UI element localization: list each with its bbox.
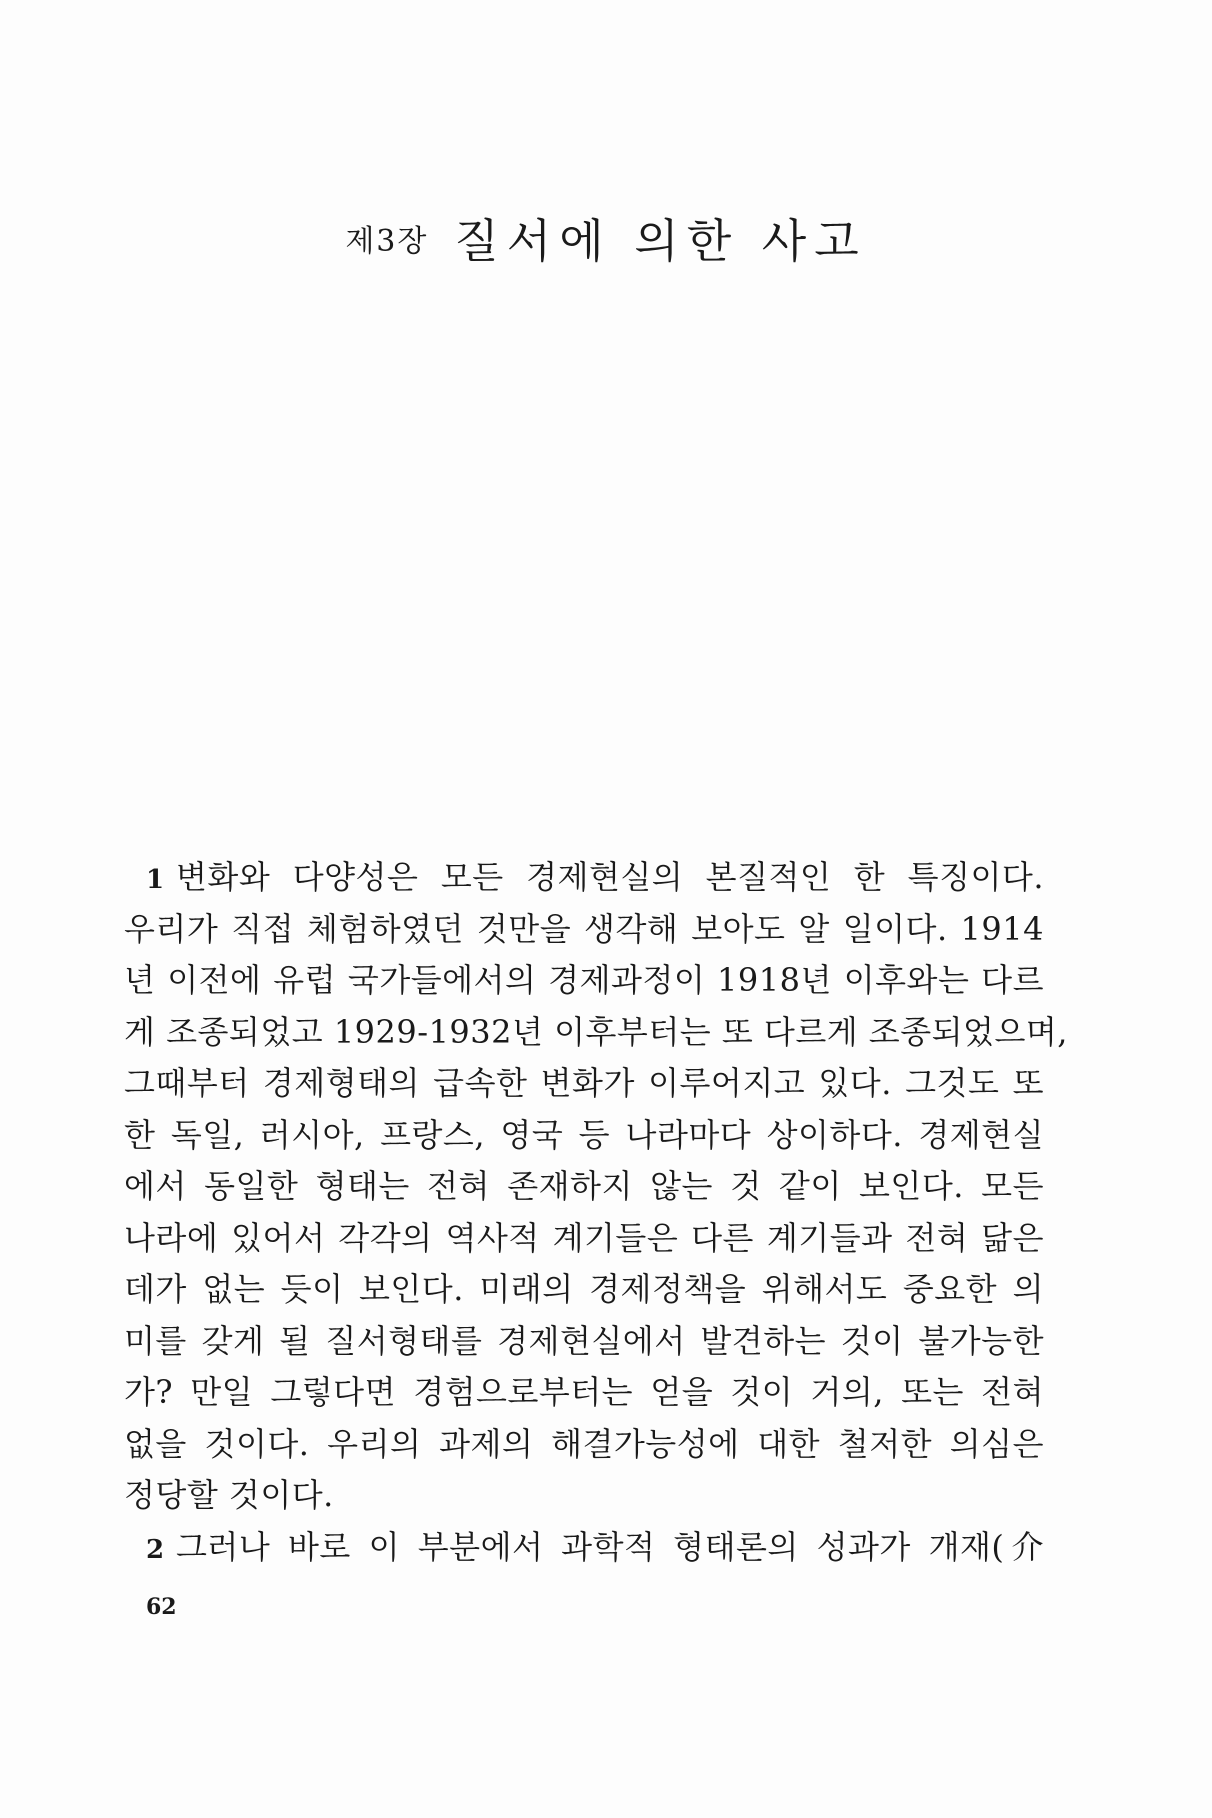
text-line: 우리가 직접 체험하였던 것만을 생각해 보아도 알 일이다. 1914 bbox=[124, 909, 1044, 948]
paragraph-number: 2 bbox=[146, 1534, 165, 1565]
text-line: 가? 만일 그렇다면 경험으로부터는 얻을 것이 거의, 또는 전혀 bbox=[124, 1373, 1044, 1411]
text-line bbox=[124, 852, 1044, 904]
body-text bbox=[124, 852, 1068, 1573]
line-text: 변화와 다양성은 모든 경제현실의 본질적인 한 특징이다. bbox=[176, 858, 1044, 896]
text-line: 에서 동일한 형태는 전혀 존재하지 않는 것 같이 보인다. 모든 bbox=[124, 1167, 1044, 1205]
page-number: 62 bbox=[146, 1594, 177, 1620]
text-line: 데가 없는 듯이 보인다. 미래의 경제정책을 위해서도 중요한 의 bbox=[124, 1270, 1044, 1308]
text-line: 게 조종되었고 1929-1932년 이후부터는 또 다르게 조종되었으며, bbox=[124, 1012, 1068, 1051]
text-line: 미를 갖게 될 질서형태를 경제현실에서 발견하는 것이 불가능한 bbox=[124, 1321, 1044, 1360]
line-text: 그러나 바로 이 부분에서 과학적 형태론의 성과가 개재(介 bbox=[176, 1527, 1044, 1566]
text-line: 그때부터 경제형태의 급속한 변화가 이루어지고 있다. 그것도 또 bbox=[124, 1064, 1044, 1102]
paragraph-1 bbox=[124, 852, 1068, 1522]
text-line: 정당할 것이다. bbox=[124, 1476, 334, 1514]
paragraph-2 bbox=[124, 1522, 1044, 1574]
chapter-label: 제3장 bbox=[345, 224, 429, 259]
chapter-heading bbox=[0, 205, 1212, 271]
chapter-title: 질서에 의한 사고 bbox=[454, 214, 867, 268]
text-line: 한 독일, 러시아, 프랑스, 영국 등 나라마다 상이하다. 경제현실 bbox=[124, 1115, 1044, 1154]
text-line: 없을 것이다. 우리의 과제의 해결가능성에 대한 철저한 의심은 bbox=[124, 1424, 1044, 1463]
text-line: 년 이전에 유럽 국가들에서의 경제과정이 1918년 이후와는 다르 bbox=[124, 961, 1044, 999]
paragraph-number: 1 bbox=[146, 865, 165, 895]
text-line bbox=[124, 1522, 1044, 1574]
text-line: 나라에 있어서 각각의 역사적 계기들은 다른 계기들과 전혀 닮은 bbox=[124, 1218, 1044, 1257]
